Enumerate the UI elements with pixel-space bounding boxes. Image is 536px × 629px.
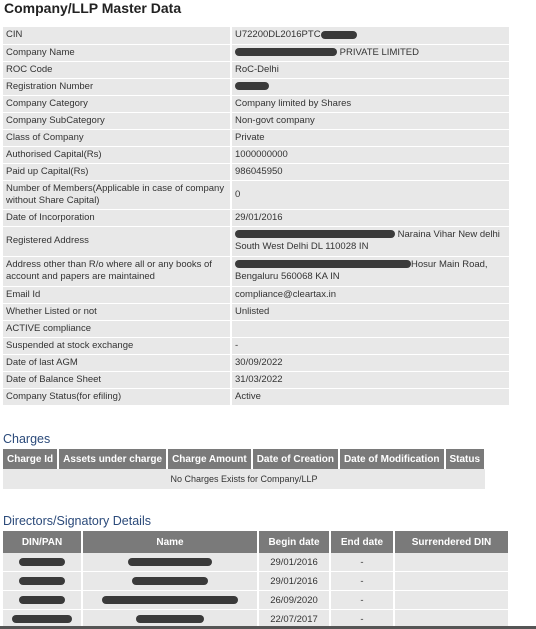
director-begin-date: 26/09/2020 xyxy=(258,591,330,610)
director-end-date: - xyxy=(330,591,394,610)
row-value: Private xyxy=(231,129,509,146)
row-value: Naraina Vihar New delhi South West Delhi DL 110028 IN xyxy=(231,226,509,256)
row-value: 1000000000 xyxy=(231,146,509,163)
row-value: 29/01/2016 xyxy=(231,209,509,226)
redacted-mark xyxy=(19,577,65,585)
row-listed xyxy=(3,303,509,320)
row-value: 31/03/2022 xyxy=(231,371,509,388)
row-value: compliance@cleartax.in xyxy=(231,286,509,303)
directors-header: Begin date xyxy=(258,531,330,553)
row-company-category xyxy=(3,95,509,112)
director-begin-date: 22/07/2017 xyxy=(258,610,330,629)
row-label: Company Name xyxy=(3,44,231,61)
redacted-mark xyxy=(235,230,395,238)
charges-table xyxy=(3,449,486,489)
row-value: 30/09/2022 xyxy=(231,354,509,371)
row-value: RoC-Delhi xyxy=(231,61,509,78)
row-value: Company limited by Shares xyxy=(231,95,509,112)
row-class-of-company xyxy=(3,129,509,146)
directors-table xyxy=(3,531,510,629)
row-suspended xyxy=(3,337,509,354)
row-company-status xyxy=(3,388,509,405)
row-label: Date of last AGM xyxy=(3,354,231,371)
charges-header: Assets under charge xyxy=(58,449,167,469)
no-charges-message: No Charges Exists for Company/LLP xyxy=(3,469,485,489)
director-surrendered-din xyxy=(394,572,509,591)
charges-header: Date of Modification xyxy=(339,449,445,469)
row-value: U72200DL2016PTC xyxy=(231,27,509,44)
directors-header: End date xyxy=(330,531,394,553)
row-authorised-capital xyxy=(3,146,509,163)
redacted-mark xyxy=(235,82,269,90)
row-label: Date of Incorporation xyxy=(3,209,231,226)
row-label: Company Status(for efiling) xyxy=(3,388,231,405)
row-label: Whether Listed or not xyxy=(3,303,231,320)
row-label: Company SubCategory xyxy=(3,112,231,129)
row-value: Unlisted xyxy=(231,303,509,320)
row-value: - xyxy=(231,337,509,354)
row-number-of-members xyxy=(3,180,509,209)
redacted-mark xyxy=(19,558,65,566)
redacted-mark xyxy=(128,558,212,566)
row-value: PRIVATE LIMITED xyxy=(231,44,509,61)
redacted-mark xyxy=(136,615,204,623)
directors-header: Name xyxy=(82,531,258,553)
row-registration-number xyxy=(3,78,509,95)
directors-header: DIN/PAN xyxy=(3,531,82,553)
row-label: Authorised Capital(Rs) xyxy=(3,146,231,163)
charges-title: Charges xyxy=(3,432,51,446)
redacted-mark xyxy=(102,596,238,604)
director-surrendered-din xyxy=(394,591,509,610)
row-label: Class of Company xyxy=(3,129,231,146)
director-end-date: - xyxy=(330,572,394,591)
row-value: 0 xyxy=(231,180,509,209)
redacted-mark xyxy=(235,48,337,56)
row-paid-up-capital xyxy=(3,163,509,180)
row-label: CIN xyxy=(3,27,231,44)
row-label: Address other than R/o where all or any books of account and papers are maintained xyxy=(3,256,231,286)
row-label: Number of Members(Applicable in case of company without Share Capital) xyxy=(3,180,231,209)
directors-title: Directors/Signatory Details xyxy=(3,514,151,528)
row-label: Paid up Capital(Rs) xyxy=(3,163,231,180)
redacted-mark xyxy=(12,615,72,623)
directors-header: Surrendered DIN xyxy=(394,531,509,553)
row-last-agm xyxy=(3,354,509,371)
director-row xyxy=(3,572,509,591)
row-email-id xyxy=(3,286,509,303)
director-row xyxy=(3,591,509,610)
row-value: 986045950 xyxy=(231,163,509,180)
redacted-mark xyxy=(235,260,411,268)
row-label: ACTIVE compliance xyxy=(3,320,231,337)
row-label: Company Category xyxy=(3,95,231,112)
row-roc-code xyxy=(3,61,509,78)
row-active-compliance xyxy=(3,320,509,337)
row-value: Active xyxy=(231,388,509,405)
director-end-date: - xyxy=(330,610,394,629)
charges-header: Status xyxy=(445,449,486,469)
row-label: Email Id xyxy=(3,286,231,303)
row-books-address xyxy=(3,256,509,286)
page-title: Company/LLP Master Data xyxy=(4,0,182,16)
master-data-table xyxy=(3,27,509,406)
row-label: Suspended at stock exchange xyxy=(3,337,231,354)
row-value xyxy=(231,78,509,95)
director-begin-date: 29/01/2016 xyxy=(258,553,330,572)
row-balance-sheet xyxy=(3,371,509,388)
row-label: Registration Number xyxy=(3,78,231,95)
row-company-subcategory xyxy=(3,112,509,129)
row-value: Hosur Main Road, Bengaluru 560068 KA IN xyxy=(231,256,509,286)
director-begin-date: 29/01/2016 xyxy=(258,572,330,591)
row-label: Registered Address xyxy=(3,226,231,256)
row-value xyxy=(231,320,509,337)
redacted-mark xyxy=(321,31,357,39)
row-cin xyxy=(3,27,509,44)
row-date-of-incorporation xyxy=(3,209,509,226)
director-surrendered-din xyxy=(394,553,509,572)
charges-header: Date of Creation xyxy=(252,449,339,469)
charges-header: Charge Amount xyxy=(167,449,252,469)
charges-header: Charge Id xyxy=(3,449,58,469)
row-company-name xyxy=(3,44,509,61)
row-label: ROC Code xyxy=(3,61,231,78)
director-end-date: - xyxy=(330,553,394,572)
row-value: Non-govt company xyxy=(231,112,509,129)
redacted-mark xyxy=(19,596,65,604)
director-row xyxy=(3,553,509,572)
redacted-mark xyxy=(132,577,208,585)
row-label: Date of Balance Sheet xyxy=(3,371,231,388)
row-registered-address xyxy=(3,226,509,256)
